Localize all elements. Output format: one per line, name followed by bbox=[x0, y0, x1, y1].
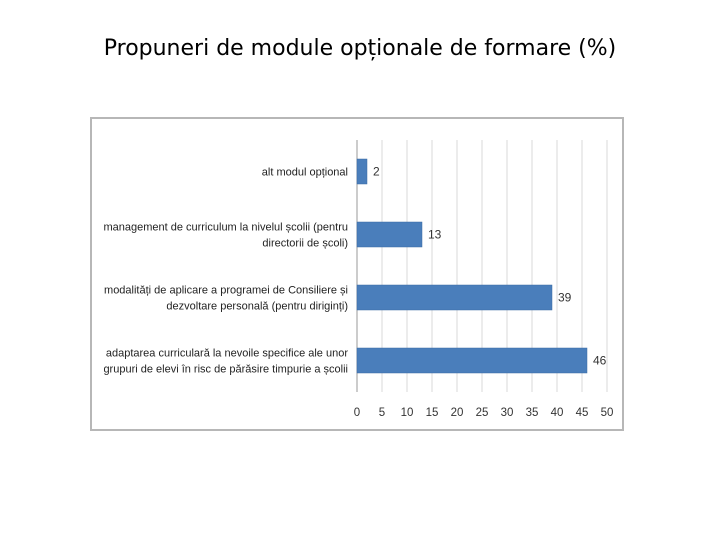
bar bbox=[357, 159, 367, 184]
x-tick-label: 35 bbox=[525, 407, 539, 419]
category-label: modalități de aplicare a programei de Consiliere și bbox=[104, 284, 348, 297]
x-tick-label: 15 bbox=[425, 407, 439, 419]
category-label: alt modul opțional bbox=[261, 166, 348, 179]
category-label: grupuri de elevi în risc de părăsire timpurie a școlii bbox=[103, 363, 348, 376]
data-label: 13 bbox=[428, 227, 442, 242]
x-tick-label: 40 bbox=[550, 407, 564, 419]
x-tick-label: 50 bbox=[600, 407, 614, 419]
category-label: dezvoltare personală (pentru diriginți) bbox=[166, 300, 348, 313]
x-tick-label: 10 bbox=[400, 407, 414, 419]
category-label: adaptarea curriculară la nevoile specifice ale unor bbox=[105, 347, 348, 360]
bar-layer bbox=[357, 159, 587, 373]
bar bbox=[357, 285, 552, 310]
category-label: management de curriculum la nivelul școlii (pentru bbox=[103, 221, 348, 234]
data-label: 39 bbox=[558, 290, 572, 305]
data-label: 2 bbox=[373, 164, 380, 179]
x-tick-label: 30 bbox=[500, 407, 514, 419]
x-tick-label: 25 bbox=[475, 407, 489, 419]
data-label: 46 bbox=[593, 353, 607, 368]
x-tick-label: 20 bbox=[450, 407, 464, 419]
bar bbox=[357, 222, 422, 247]
bar bbox=[357, 348, 587, 373]
slide-title: Propuneri de module opționale de formare (%) bbox=[103, 36, 617, 61]
x-tick-label: 5 bbox=[378, 407, 386, 419]
category-label: directorii de școli) bbox=[262, 237, 348, 250]
x-tick-label: 0 bbox=[353, 407, 361, 419]
x-tick-label: 45 bbox=[575, 407, 589, 419]
